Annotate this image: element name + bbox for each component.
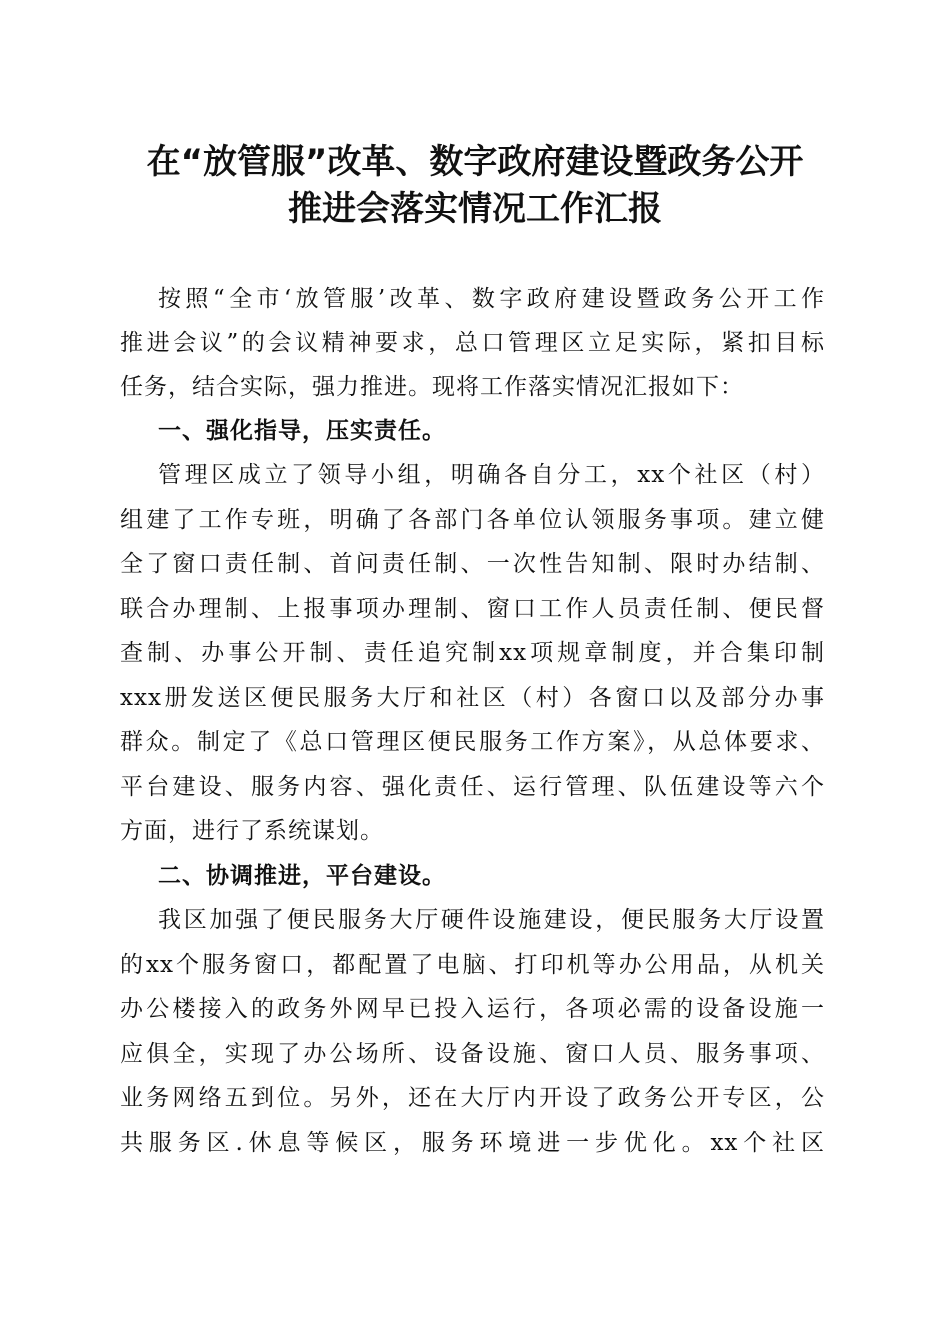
section1-line: 组建了工作专班，明确了各部门各单位认领服务事项。建立健 xyxy=(120,507,825,533)
section1-line: 联合办理制、上报事项办理制、窗口工作人员责任制、便民督 xyxy=(120,596,825,622)
section1-line: 方面，进行了系统谋划。 xyxy=(120,818,384,844)
document-title-line-2: 推进会落实情况工作汇报 xyxy=(288,189,662,229)
section2-line: 应俱全，实现了办公场所、设备设施、窗口人员、服务事项、 xyxy=(120,1041,825,1067)
section2-line: 我区加强了便民服务大厅硬件设施建设，便民服务大厅设置 xyxy=(158,907,825,933)
section2-line: 共服务区.休息等候区，服务环境进一步优化。xx个社区 xyxy=(120,1130,825,1156)
document-title-line-1: 在“放管服”改革、数字政府建设暨政务公开 xyxy=(146,142,804,182)
section1-line: 群众。制定了《总口管理区便民服务工作方案》，从总体要求、 xyxy=(120,729,825,755)
section1-line: 管理区成立了领导小组，明确各自分工，xx个社区（村） xyxy=(158,462,825,488)
intro-line: 推进会议”的会议精神要求，总口管理区立足实际，紧扣目标 xyxy=(120,330,825,356)
section2-line: 业务网络五到位。另外，还在大厅内开设了政务公开专区，公 xyxy=(120,1085,825,1111)
section-heading-2: 二、协调推进，平台建设。 xyxy=(158,863,446,889)
section2-line: 的xx个服务窗口，都配置了电脑、打印机等办公用品，从机关 xyxy=(120,952,825,978)
intro-line: 任务，结合实际，强力推进。现将工作落实情况汇报如下： xyxy=(120,374,744,400)
section1-line: 查制、办事公开制、责任追究制xx项规章制度，并合集印制 xyxy=(120,640,825,666)
section-heading-1: 一、强化指导，压实责任。 xyxy=(158,418,446,444)
section1-line: 平台建设、服务内容、强化责任、运行管理、队伍建设等六个 xyxy=(120,774,825,800)
section1-line: xxx册发送区便民服务大厅和社区（村）各窗口以及部分办事 xyxy=(120,685,825,711)
section2-line: 办公楼接入的政务外网早已投入运行，各项必需的设备设施一 xyxy=(120,996,825,1022)
section1-line: 全了窗口责任制、首问责任制、一次性告知制、限时办结制、 xyxy=(120,551,825,577)
intro-line: 按照“全市‘放管服’改革、数字政府建设暨政务公开工作 xyxy=(158,286,825,312)
